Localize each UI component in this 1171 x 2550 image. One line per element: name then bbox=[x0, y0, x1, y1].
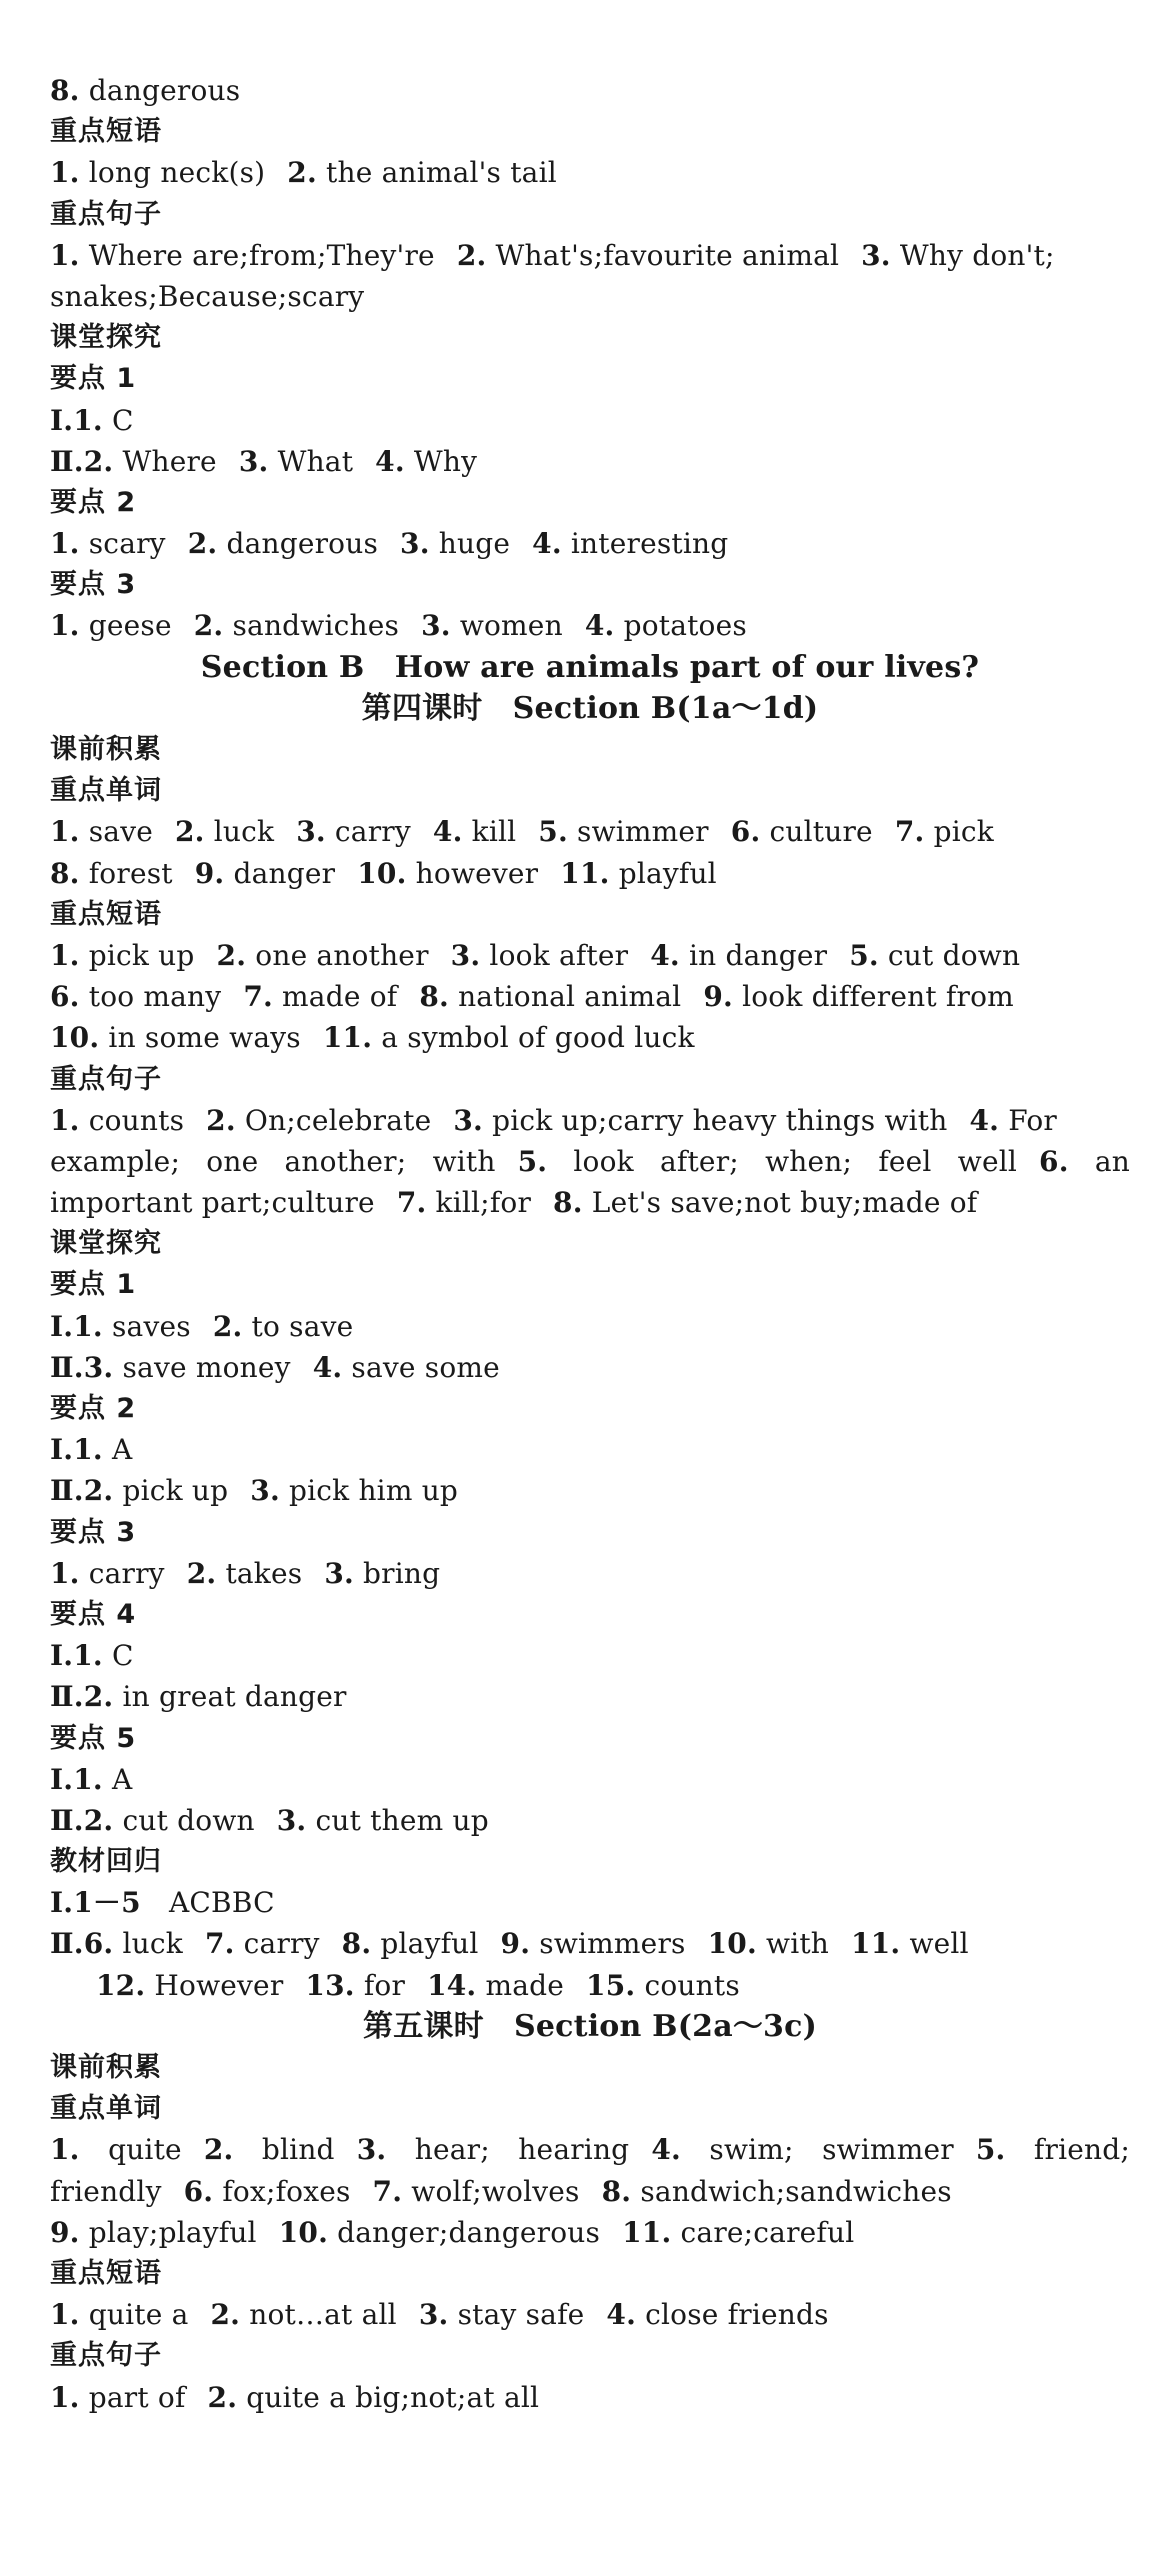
section-heading: 重点句子 bbox=[50, 198, 162, 230]
section-heading: 要点 2 bbox=[50, 1393, 137, 1424]
section-heading: 课堂探究 bbox=[50, 1228, 162, 1260]
answer-line bbox=[50, 1182, 1130, 1223]
answer-text: an bbox=[1068, 1144, 1130, 1178]
item-number: 2. bbox=[187, 527, 218, 561]
answer-text: Why bbox=[404, 444, 478, 478]
answer-text: one another bbox=[246, 938, 429, 972]
item-number: 8. bbox=[341, 1927, 372, 1961]
answer-line bbox=[50, 1429, 1130, 1470]
answer-text: danger bbox=[224, 856, 336, 890]
item-number: 8. bbox=[50, 74, 80, 107]
answer-text: counts bbox=[79, 1103, 185, 1137]
answer-text: potatoes bbox=[614, 609, 747, 643]
item-number: 3. bbox=[276, 1803, 307, 1837]
answer-text: scary bbox=[79, 527, 166, 561]
item-number: 2. bbox=[206, 1103, 236, 1137]
answer-line bbox=[50, 1100, 1130, 1141]
item-number: 3. bbox=[238, 444, 269, 478]
item-number: 2. bbox=[216, 938, 247, 972]
item-number: 3. bbox=[324, 1556, 354, 1590]
item-number: 3. bbox=[296, 815, 326, 849]
item-number: 6. bbox=[730, 815, 761, 849]
answer-text: care;careful bbox=[671, 2215, 855, 2249]
item-number: 1. bbox=[50, 156, 80, 190]
section-heading: 要点 1 bbox=[50, 363, 137, 395]
answer-text: swimmers bbox=[530, 1927, 686, 1961]
answer-line bbox=[50, 2171, 1130, 2212]
answer-text: luck bbox=[113, 1927, 183, 1961]
item-number: 3. bbox=[418, 2298, 449, 2332]
item-number: 10. bbox=[707, 1927, 757, 1961]
answer-line bbox=[50, 2212, 1130, 2253]
answer-text: hear; hearing bbox=[386, 2133, 630, 2167]
item-number: 7. bbox=[894, 815, 925, 849]
answer-text: C bbox=[102, 403, 134, 437]
answer-text: counts bbox=[635, 1968, 740, 2002]
answer-text: look after; when; feel well bbox=[547, 1144, 1018, 1178]
item-number: 8. bbox=[50, 856, 80, 890]
answer-text: for bbox=[354, 1968, 406, 2002]
answer-text: Why don't; bbox=[890, 238, 1055, 272]
item-number: 5. bbox=[517, 1144, 548, 1178]
item-number: 1. bbox=[50, 1103, 80, 1137]
item-number: 1. bbox=[50, 815, 80, 849]
item-number: 11. bbox=[560, 856, 610, 890]
item-number: 15. bbox=[586, 1968, 636, 2002]
item-number: Ⅰ.1. bbox=[50, 1433, 103, 1467]
answer-text: interesting bbox=[561, 527, 729, 561]
item-number: 6. bbox=[1039, 1144, 1069, 1178]
answer-text: with bbox=[756, 1927, 830, 1961]
answer-line bbox=[50, 70, 1130, 111]
section-heading: 要点 3 bbox=[50, 1516, 137, 1548]
item-number: 3. bbox=[400, 527, 430, 561]
item-number: 7. bbox=[372, 2174, 403, 2208]
section-heading: 要点 4 bbox=[50, 1598, 137, 1630]
answer-text: cut down bbox=[878, 938, 1021, 972]
item-number: 2. bbox=[207, 2380, 238, 2414]
answer-line bbox=[50, 2294, 1130, 2335]
item-number: 7. bbox=[396, 1186, 427, 1220]
answer-line bbox=[50, 400, 1130, 441]
answer-text: pick up bbox=[113, 1474, 229, 1508]
answer-text: to save bbox=[242, 1309, 354, 1343]
answer-text: play;playful bbox=[79, 2215, 257, 2249]
answer-text: culture bbox=[760, 815, 873, 849]
answer-line bbox=[50, 2377, 1130, 2418]
answer-text: saves bbox=[102, 1309, 191, 1343]
answer-text: Let's save;not buy;made of bbox=[582, 1186, 978, 1220]
item-number: 1. bbox=[50, 938, 80, 972]
answer-text: stay safe bbox=[448, 2298, 585, 2332]
answer-line bbox=[50, 1923, 1130, 1964]
item-number: 11. bbox=[322, 1021, 373, 1055]
answer-text: blind bbox=[233, 2133, 335, 2167]
section-heading: 重点短语 bbox=[50, 2257, 162, 2289]
answer-text: sandwich;sandwiches bbox=[631, 2174, 952, 2208]
answer-text: A bbox=[102, 1433, 133, 1467]
answer-line bbox=[50, 1635, 1130, 1676]
answer-text: What's;favourite animal bbox=[486, 238, 840, 272]
item-number: Ⅱ.6. bbox=[50, 1927, 114, 1961]
answer-text: For bbox=[999, 1103, 1057, 1137]
answer-text: save bbox=[79, 815, 153, 849]
item-number: 6. bbox=[183, 2174, 214, 2208]
answer-text: pick him up bbox=[279, 1474, 459, 1508]
answer-line bbox=[50, 1470, 1130, 1511]
answer-line bbox=[50, 1306, 1130, 1347]
item-number: 1. bbox=[50, 2380, 80, 2414]
section-heading: 重点单词 bbox=[50, 775, 162, 807]
item-number: 4. bbox=[969, 1103, 1000, 1137]
answer-text: cut down bbox=[113, 1803, 255, 1837]
answer-text: kill;for bbox=[426, 1186, 532, 1220]
answer-text: geese bbox=[79, 609, 172, 643]
item-number: Ⅱ.2. bbox=[50, 1803, 114, 1837]
answer-text: in some ways bbox=[99, 1021, 301, 1055]
item-number: 1. bbox=[50, 1556, 80, 1590]
answer-text: in danger bbox=[679, 938, 828, 972]
item-number: 6. bbox=[50, 980, 80, 1014]
answer-text: women bbox=[450, 609, 563, 643]
answer-text: well bbox=[900, 1927, 969, 1961]
section-heading: 课前积累 bbox=[50, 2052, 162, 2083]
answer-text: quite a big;not;at all bbox=[237, 2380, 540, 2414]
item-number: Ⅱ.3. bbox=[50, 1350, 114, 1384]
answer-text: danger;dangerous bbox=[328, 2215, 601, 2249]
item-number: 12. bbox=[96, 1968, 146, 2002]
answer-text: too many bbox=[79, 980, 222, 1014]
section-heading: 教材回归 bbox=[50, 1846, 162, 1878]
item-number: Ⅰ.1－5 bbox=[50, 1886, 141, 1920]
answer-line bbox=[50, 1017, 1130, 1058]
answer-text: forest bbox=[79, 856, 173, 890]
answer-text: close friends bbox=[636, 2298, 829, 2332]
answer-text: the animal's tail bbox=[316, 156, 557, 190]
item-number: 1. bbox=[50, 609, 80, 643]
item-number: 11. bbox=[622, 2215, 672, 2249]
item-number: 3. bbox=[861, 238, 891, 272]
item-number: 4. bbox=[312, 1350, 343, 1384]
item-number: 4. bbox=[584, 609, 615, 643]
item-number: 11. bbox=[851, 1927, 901, 1961]
answer-text: takes bbox=[216, 1556, 303, 1590]
section-heading: 要点 3 bbox=[50, 569, 137, 601]
answer-text: dangerous bbox=[217, 527, 379, 561]
answer-line bbox=[50, 976, 1130, 1017]
item-number: 10. bbox=[278, 2215, 329, 2249]
item-number: 4. bbox=[532, 527, 562, 561]
item-number: 4. bbox=[606, 2298, 637, 2332]
lesson-title: 第四课时 Section B(1a～1d) bbox=[361, 690, 819, 726]
answer-text: made bbox=[476, 1968, 565, 2002]
item-number: 8. bbox=[419, 980, 449, 1014]
answer-text: example; one another; with bbox=[50, 1144, 496, 1178]
answer-text: long neck(s) bbox=[79, 156, 266, 190]
answer-text: wolf;wolves bbox=[402, 2174, 580, 2208]
answer-text: fox;foxes bbox=[213, 2174, 351, 2208]
item-number: 3. bbox=[250, 1474, 280, 1508]
lesson-title: Section B How are animals part of our lives? bbox=[200, 649, 980, 685]
answer-text: A bbox=[102, 1762, 133, 1796]
answer-text: important part;culture bbox=[50, 1186, 375, 1220]
section-heading: 要点 5 bbox=[50, 1722, 137, 1754]
answer-line bbox=[50, 523, 1130, 564]
item-number: 2. bbox=[175, 815, 205, 849]
answer-text: snakes;Because;scary bbox=[50, 279, 365, 313]
item-number: 2. bbox=[193, 609, 224, 643]
item-number: 9. bbox=[50, 2215, 80, 2249]
answer-line bbox=[50, 235, 1130, 276]
item-number: Ⅰ.1. bbox=[50, 1762, 103, 1796]
answer-text: however bbox=[406, 856, 539, 890]
answer-text: carry bbox=[234, 1927, 320, 1961]
answer-text: save some bbox=[342, 1350, 500, 1384]
answer-text: huge bbox=[429, 527, 511, 561]
answer-text: bring bbox=[353, 1556, 441, 1590]
answer-line bbox=[50, 276, 1130, 317]
answer-text: cut them up bbox=[306, 1803, 489, 1837]
item-number: 9. bbox=[703, 980, 733, 1014]
item-number: 2. bbox=[456, 238, 487, 272]
item-number: 2. bbox=[212, 1309, 243, 1343]
item-number: 4. bbox=[375, 444, 405, 478]
answer-key-page bbox=[50, 70, 1130, 2418]
answer-text: pick up;carry heavy things with bbox=[482, 1103, 948, 1137]
item-number: 2. bbox=[287, 156, 317, 190]
answer-line bbox=[50, 1141, 1130, 1182]
answer-text: Where bbox=[113, 444, 217, 478]
item-number: 1. bbox=[50, 527, 80, 561]
item-number: Ⅰ.1. bbox=[50, 403, 103, 437]
answer-line bbox=[50, 935, 1130, 976]
answer-text: On;celebrate bbox=[235, 1103, 432, 1137]
answer-line bbox=[50, 811, 1130, 852]
section-heading: 要点 2 bbox=[50, 486, 137, 518]
answer-text: pick up bbox=[79, 938, 195, 972]
answer-text: friendly bbox=[50, 2174, 162, 2208]
section-heading: 重点短语 bbox=[50, 116, 162, 148]
item-number: 5. bbox=[849, 938, 879, 972]
item-number: 1. bbox=[50, 2133, 80, 2167]
answer-line bbox=[50, 1553, 1130, 1594]
item-number: 1. bbox=[50, 2298, 80, 2332]
item-number: 2. bbox=[203, 2133, 234, 2167]
answer-text: save money bbox=[113, 1350, 291, 1384]
answer-text: carry bbox=[79, 1556, 165, 1590]
item-number: 1. bbox=[50, 238, 80, 272]
item-number: 9. bbox=[500, 1927, 531, 1961]
item-number: 5. bbox=[538, 815, 568, 849]
item-number: 5. bbox=[975, 2133, 1006, 2167]
answer-line bbox=[50, 1676, 1130, 1717]
item-number: 7. bbox=[243, 980, 273, 1014]
answer-line bbox=[50, 1965, 1130, 2006]
answer-line bbox=[50, 1347, 1130, 1388]
answer-text: luck bbox=[204, 815, 275, 849]
answer-line bbox=[50, 2129, 1130, 2170]
answer-text: quite a bbox=[79, 2298, 189, 2332]
answer-line bbox=[50, 605, 1130, 646]
answer-text: swim; swimmer bbox=[680, 2133, 954, 2167]
lesson-title: 第五课时 Section B(2a～3c) bbox=[363, 2008, 817, 2044]
answer-text: a symbol of good luck bbox=[372, 1021, 695, 1055]
answer-line bbox=[50, 853, 1130, 894]
answer-text: friend; bbox=[1005, 2133, 1130, 2167]
answer-text: national animal bbox=[448, 980, 682, 1014]
section-heading: 要点 1 bbox=[50, 1269, 137, 1301]
section-heading: 课堂探究 bbox=[50, 322, 162, 354]
item-number: 3. bbox=[421, 609, 451, 643]
item-number: Ⅱ.2. bbox=[50, 1474, 114, 1508]
answer-text: Where are;from;They're bbox=[79, 238, 435, 272]
item-number: 8. bbox=[601, 2174, 632, 2208]
section-heading: 课前积累 bbox=[50, 734, 162, 765]
answer-text: dangerous bbox=[79, 74, 241, 107]
item-number: 3. bbox=[356, 2133, 387, 2167]
answer-text: carry bbox=[325, 815, 411, 849]
answer-text: look different from bbox=[732, 980, 1014, 1014]
item-number: Ⅰ.1. bbox=[50, 1309, 103, 1343]
answer-line bbox=[50, 152, 1130, 193]
item-number: 4. bbox=[651, 2133, 681, 2167]
section-heading: 重点句子 bbox=[50, 2340, 162, 2372]
answer-line bbox=[50, 441, 1130, 482]
section-heading: 重点短语 bbox=[50, 898, 162, 930]
answer-text: look after bbox=[480, 938, 629, 972]
answer-text: quite bbox=[79, 2133, 182, 2167]
section-heading: 重点单词 bbox=[50, 2093, 162, 2125]
item-number: 10. bbox=[50, 1021, 100, 1055]
answer-text: However bbox=[145, 1968, 284, 2002]
answer-line bbox=[50, 1882, 1130, 1923]
answer-line bbox=[50, 1800, 1130, 1841]
item-number: 2. bbox=[186, 1556, 217, 1590]
answer-text: pick bbox=[924, 815, 994, 849]
item-number: Ⅱ.2. bbox=[50, 1680, 114, 1714]
item-number: 9. bbox=[194, 856, 225, 890]
answer-text: kill bbox=[462, 815, 517, 849]
item-number: Ⅰ.1. bbox=[50, 1639, 103, 1673]
answer-text: part of bbox=[79, 2380, 186, 2414]
item-number: Ⅱ.2. bbox=[50, 444, 114, 478]
answer-line bbox=[50, 1759, 1130, 1800]
answer-text: playful bbox=[371, 1927, 479, 1961]
answer-text: swimmer bbox=[567, 815, 709, 849]
section-heading: 重点句子 bbox=[50, 1063, 162, 1095]
item-number: 10. bbox=[357, 856, 407, 890]
item-number: 8. bbox=[553, 1186, 583, 1220]
item-number: 13. bbox=[305, 1968, 355, 2002]
item-number: 3. bbox=[453, 1103, 483, 1137]
answer-text: in great danger bbox=[113, 1680, 347, 1714]
item-number: 14. bbox=[427, 1968, 477, 2002]
answer-text: What bbox=[268, 444, 354, 478]
item-number: 4. bbox=[432, 815, 463, 849]
answer-text: C bbox=[102, 1639, 134, 1673]
answer-text: made of bbox=[272, 980, 398, 1014]
item-number: 2. bbox=[210, 2298, 241, 2332]
answer-text: sandwiches bbox=[223, 609, 400, 643]
answer-text: playful bbox=[609, 856, 717, 890]
answer-text: not…at all bbox=[240, 2298, 397, 2332]
item-number: 4. bbox=[650, 938, 680, 972]
item-number: 7. bbox=[204, 1927, 235, 1961]
item-number: 3. bbox=[450, 938, 481, 972]
answer-text: ACBBC bbox=[140, 1886, 275, 1920]
